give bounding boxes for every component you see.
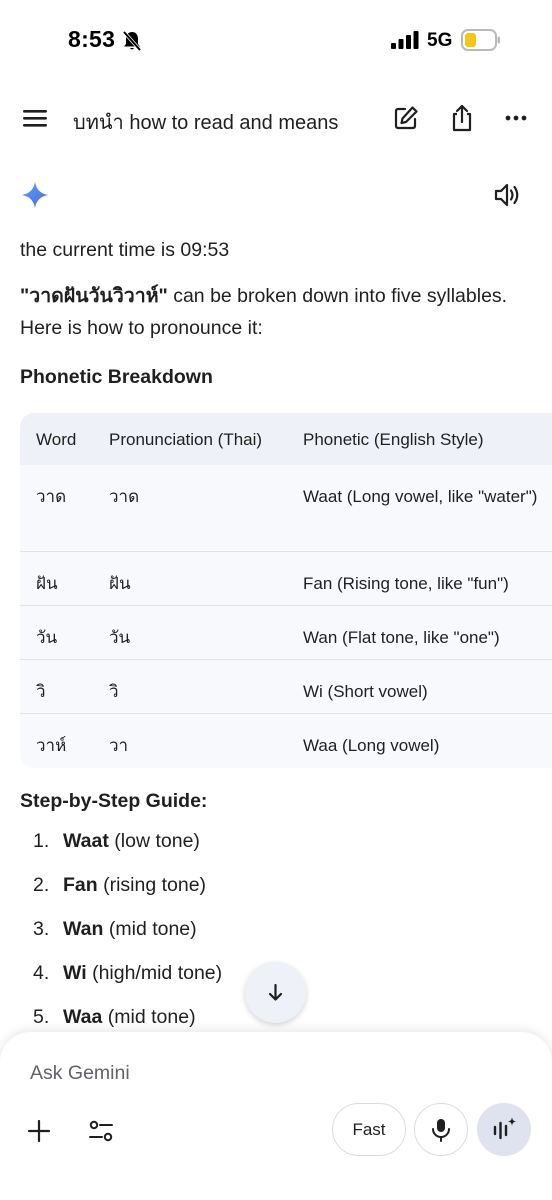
step-list	[33, 826, 222, 1046]
table-row	[20, 660, 552, 714]
conversation-title[interactable]: บทนำ how to read and means	[73, 112, 339, 134]
tools-icon[interactable]	[86, 1116, 116, 1146]
step-word: Waa	[63, 1006, 103, 1028]
list-item	[33, 958, 222, 1002]
table-cell-word: วัน	[36, 628, 58, 647]
step-number: 5.	[33, 1006, 50, 1028]
scroll-down-button[interactable]	[245, 962, 306, 1023]
table-header-phonetic: Phonetic (English Style)	[303, 430, 484, 449]
speaker-icon[interactable]	[492, 180, 522, 210]
phonetic-table	[20, 413, 552, 768]
table-row	[20, 552, 552, 606]
plus-icon[interactable]	[24, 1116, 54, 1146]
step-note: (mid tone)	[102, 1006, 196, 1028]
list-item	[33, 870, 222, 914]
step-note: (high/mid tone)	[86, 962, 223, 984]
table-cell-phonetic: Wan (Flat tone, like "one")	[303, 628, 500, 647]
table-cell-pronunciation: วิ	[109, 682, 119, 701]
app-bar	[0, 92, 552, 144]
edit-icon[interactable]	[392, 104, 420, 132]
table-cell-pronunciation: ฝัน	[109, 574, 131, 593]
battery-icon	[461, 29, 501, 51]
status-time: 8:53	[68, 26, 116, 52]
step-number: 3.	[33, 918, 50, 940]
signal-icon	[391, 31, 419, 49]
step-word: Fan	[63, 874, 98, 896]
step-word: Waat	[63, 830, 109, 852]
table-cell-word: ฝัน	[36, 574, 58, 593]
step-word: Wi	[63, 962, 87, 984]
table-body	[20, 465, 552, 768]
list-item	[33, 914, 222, 958]
step-number: 1.	[33, 830, 50, 852]
list-item	[33, 826, 222, 870]
phonetic-breakdown-heading: Phonetic Breakdown	[20, 366, 213, 388]
step-number: 2.	[33, 874, 50, 896]
share-icon[interactable]	[448, 103, 476, 133]
table-row	[20, 465, 552, 552]
mic-button[interactable]	[414, 1103, 468, 1156]
table-cell-word: วาห์	[36, 736, 67, 755]
table-cell-word: วาด	[36, 487, 67, 506]
table-cell-phonetic: Waa (Long vowel)	[303, 736, 440, 755]
fast-mode-button[interactable]: Fast	[332, 1103, 406, 1156]
table-header-word: Word	[36, 430, 77, 449]
table-header-row	[20, 413, 552, 465]
status-bar	[0, 0, 552, 80]
arrow-down-icon	[264, 981, 287, 1004]
table-cell-pronunciation: วัน	[109, 628, 131, 647]
step-note: (mid tone)	[103, 918, 197, 940]
live-icon	[490, 1115, 518, 1143]
response-body	[20, 234, 532, 344]
step-guide-heading: Step-by-Step Guide:	[20, 790, 208, 812]
step-note: (low tone)	[108, 830, 200, 852]
intro-paragraph	[20, 280, 532, 344]
bell-off-icon	[122, 30, 142, 52]
table-row	[20, 714, 552, 768]
live-button[interactable]	[477, 1103, 531, 1156]
table-cell-phonetic: Fan (Rising tone, like "fun")	[303, 574, 509, 593]
table-cell-phonetic: Waat (Long vowel, like "water")	[303, 487, 538, 506]
step-word: Wan	[63, 918, 104, 940]
ask-gemini-input[interactable]	[30, 1062, 510, 1085]
step-number: 4.	[33, 962, 50, 984]
thai-phrase: "วาดฝันวันวิวาห์"	[20, 285, 168, 307]
table-cell-word: วิ	[36, 682, 46, 701]
more-icon[interactable]	[502, 106, 530, 130]
intro-text: can be broken down into five syllables. Here is how to pronounce it:	[20, 285, 508, 339]
step-note: (rising tone)	[97, 874, 207, 896]
time-line: the current time is 09:53	[20, 239, 230, 261]
network-label: 5G	[427, 30, 453, 51]
table-row	[20, 606, 552, 660]
mic-icon	[429, 1117, 453, 1143]
input-panel	[0, 1032, 552, 1200]
gemini-spark-icon	[20, 180, 50, 210]
menu-icon[interactable]	[20, 104, 50, 132]
table-cell-phonetic: Wi (Short vowel)	[303, 682, 428, 701]
table-cell-pronunciation: วาด	[109, 487, 140, 506]
table-header-pronunciation: Pronunciation (Thai)	[109, 430, 263, 449]
table-cell-pronunciation: วา	[109, 736, 129, 755]
